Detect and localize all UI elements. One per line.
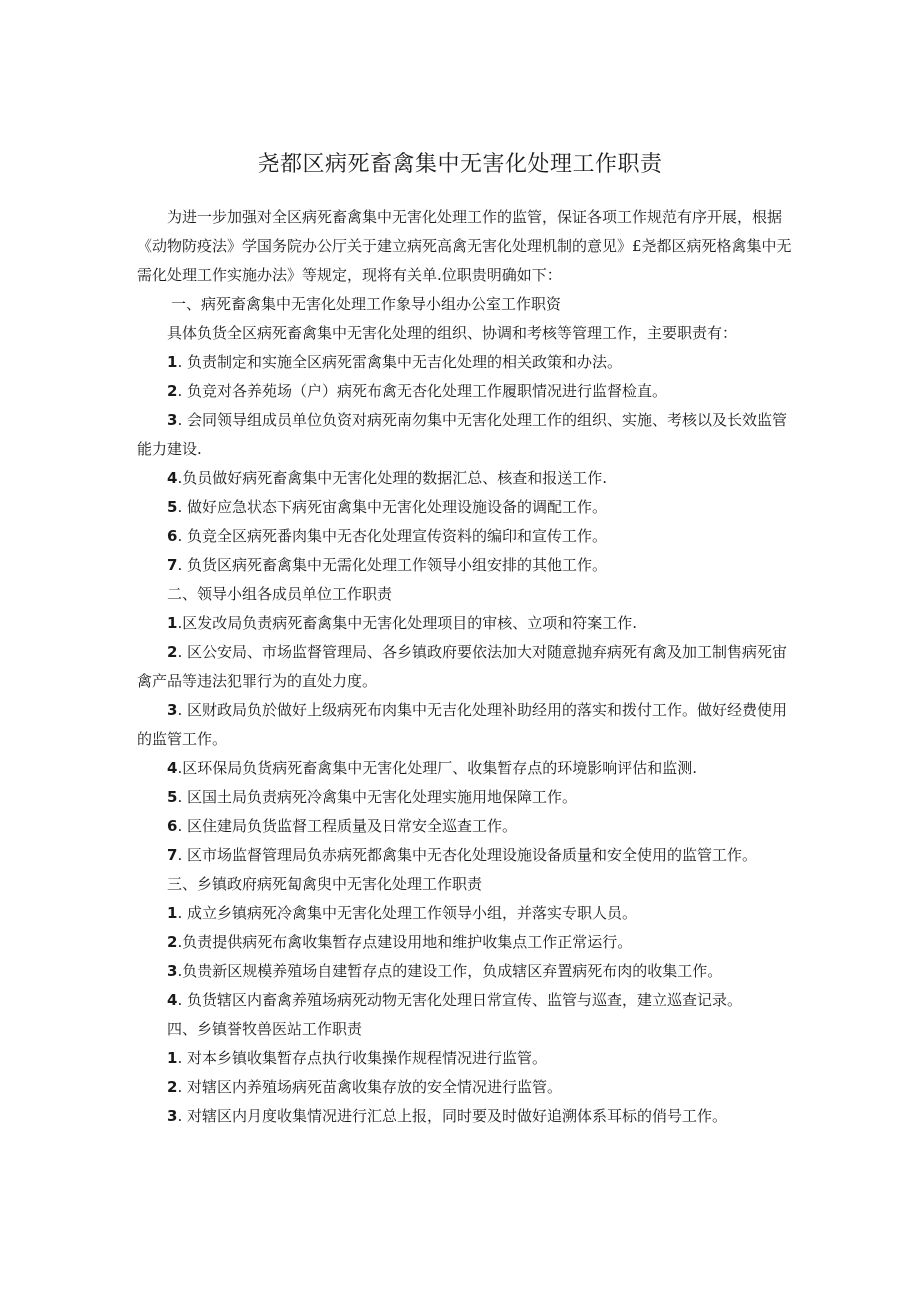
item-text: . 对辖区内养殖场病死苗禽收集存放的安全情况进行监管。	[177, 1078, 562, 1096]
item-text: . 区市场监督管理局负赤病死都禽集中无杏化处理设施设备质量和安全使用的监管工作。	[177, 846, 757, 864]
item-number: 7	[167, 846, 178, 864]
list-item	[137, 1044, 797, 1073]
item-text: . 区国土局负责病死冷禽集中无害化处理实施用地保障工作。	[177, 788, 577, 806]
item-number: 6	[167, 817, 178, 835]
list-item	[137, 841, 797, 870]
list-item	[137, 783, 797, 812]
intro-paragraph: 为进一步加强对全区病死畜禽集中无害化处理工作的监管，保证各项工作规范有序开展，根据《动物防疫法》学国务院办公厅关于建立病死高禽无害化处理机制的意见》£尧都区病死格禽集中无需化处理工作实施办法》等规定，现将有关单.位职贵明确如下：	[137, 208, 792, 284]
list-item	[137, 899, 797, 928]
list-item	[137, 928, 797, 957]
list-item	[137, 406, 797, 464]
list-item	[137, 348, 797, 377]
item-number: 1	[167, 614, 178, 632]
section-heading-1: 一、病死畜禽集中无害化处理工作象导小组办公室工作职资	[171, 295, 562, 313]
item-number: 4	[167, 991, 178, 1009]
item-text: . 负货区病死畜禽集中无需化处理工作领导小组安排的其他工作。	[177, 556, 607, 574]
item-text: . 负竞全区病死番肉集中无杏化处理宣传资料的编印和宣传工作。	[177, 527, 607, 545]
item-number: 2	[167, 1078, 178, 1096]
list-item	[137, 638, 797, 696]
list-item	[137, 754, 797, 783]
list-item	[137, 1073, 797, 1102]
list-item	[137, 609, 797, 638]
item-number: 3	[167, 411, 178, 429]
item-number: 2	[167, 382, 178, 400]
item-number: 1	[167, 904, 178, 922]
item-text: . 区住建局负货监督工程质量及日常安全巡查工作。	[177, 817, 517, 835]
list-item	[137, 1102, 797, 1131]
item-number: 1	[167, 1049, 178, 1067]
list-item	[137, 986, 797, 1015]
list-item	[137, 493, 797, 522]
item-number: 5	[167, 498, 178, 516]
list-item	[137, 377, 797, 406]
item-text: .区发改局负责病死畜禽集中无害化处理项目的审核、立项和符案工作.	[177, 614, 637, 632]
item-number: 3	[167, 1107, 178, 1125]
section-lead-1: 具体负货全区病死畜禽集中无害化处理的组织、协调和考核等管理工作，主要职责有：	[167, 324, 738, 342]
item-text: . 负责制定和实施全区病死雷禽集中无吉化处理的相关政策和办法。	[177, 353, 622, 371]
document-body	[137, 203, 797, 1131]
list-item	[137, 522, 797, 551]
item-text: . 负货辖区内畜禽养殖场病死动物无害化处理日常宣传、监管与巡查，建立巡查记录。	[177, 991, 742, 1009]
item-number: 3	[167, 701, 178, 719]
item-text: . 负竞对各养苑场（户）病死布禽无杏化处理工作履职情况进行监督检直。	[177, 382, 667, 400]
list-item	[137, 812, 797, 841]
section-heading-3: 三、乡镇政府病死匐禽臾中无害化处理工作职责	[167, 875, 483, 893]
item-number: 4	[167, 469, 178, 487]
item-text: . 会同领导组成员单位负资对病死南勿集中无害化处理工作的组织、实施、考核以及长效监管能力建设.	[137, 411, 787, 458]
item-number: 2	[167, 643, 178, 661]
item-number: 1	[167, 353, 178, 371]
list-item	[137, 957, 797, 986]
list-item	[137, 551, 797, 580]
item-number: 6	[167, 527, 178, 545]
item-text: .负贵新区规模养殖场自建暂存点的建设工作，负成辖区弃置病死布肉的收集工作。	[177, 962, 723, 980]
item-number: 7	[167, 556, 178, 574]
item-number: 5	[167, 788, 178, 806]
section-heading-4: 四、乡镇誉牧兽医站工作职责	[167, 1020, 363, 1038]
item-text: .负责提供病死布禽收集暂存点建设用地和维护收集点工作正常运行。	[177, 933, 633, 951]
item-text: .区环保局负货病死畜禽集中无害化处理厂、收集暂存点的环境影响评估和监测.	[177, 759, 697, 777]
item-number: 4	[167, 759, 178, 777]
item-text: . 区财政局负於做好上级病死布肉集中无吉化处理补助经用的落实和拨付工作。做好经费使用的监管工作。	[137, 701, 787, 748]
item-text: . 成立乡镇病死冷禽集中无害化处理工作领导小组，并落实专职人员。	[177, 904, 637, 922]
item-text: . 区公安局、市场监督管理局、各乡镇政府要依法加大对随意抛弃病死有禽及加工制售病死宙禽产品等违法犯罪行为的直处力度。	[137, 643, 787, 690]
document-title: 尧都区病死畜禽集中无害化处理工作职责	[257, 152, 663, 177]
section-heading-2: 二、领导小组各成员单位工作职责	[167, 585, 393, 603]
item-text: .负员做好病死畜禽集中无害化处理的数据汇总、核查和报送工作.	[177, 469, 607, 487]
item-text: . 对辖区内月度收集情况进行汇总上报，同时要及时做好追溯体系耳标的俏号工作。	[177, 1107, 727, 1125]
item-text: . 做好应急状态下病死宙禽集中无害化处理设施设备的调配工作。	[177, 498, 607, 516]
list-item	[137, 696, 797, 754]
item-number: 2	[167, 933, 178, 951]
list-item	[137, 464, 797, 493]
item-text: . 对本乡镇收集暂存点执行收集操作规程情况进行监管。	[177, 1049, 547, 1067]
item-number: 3	[167, 962, 178, 980]
